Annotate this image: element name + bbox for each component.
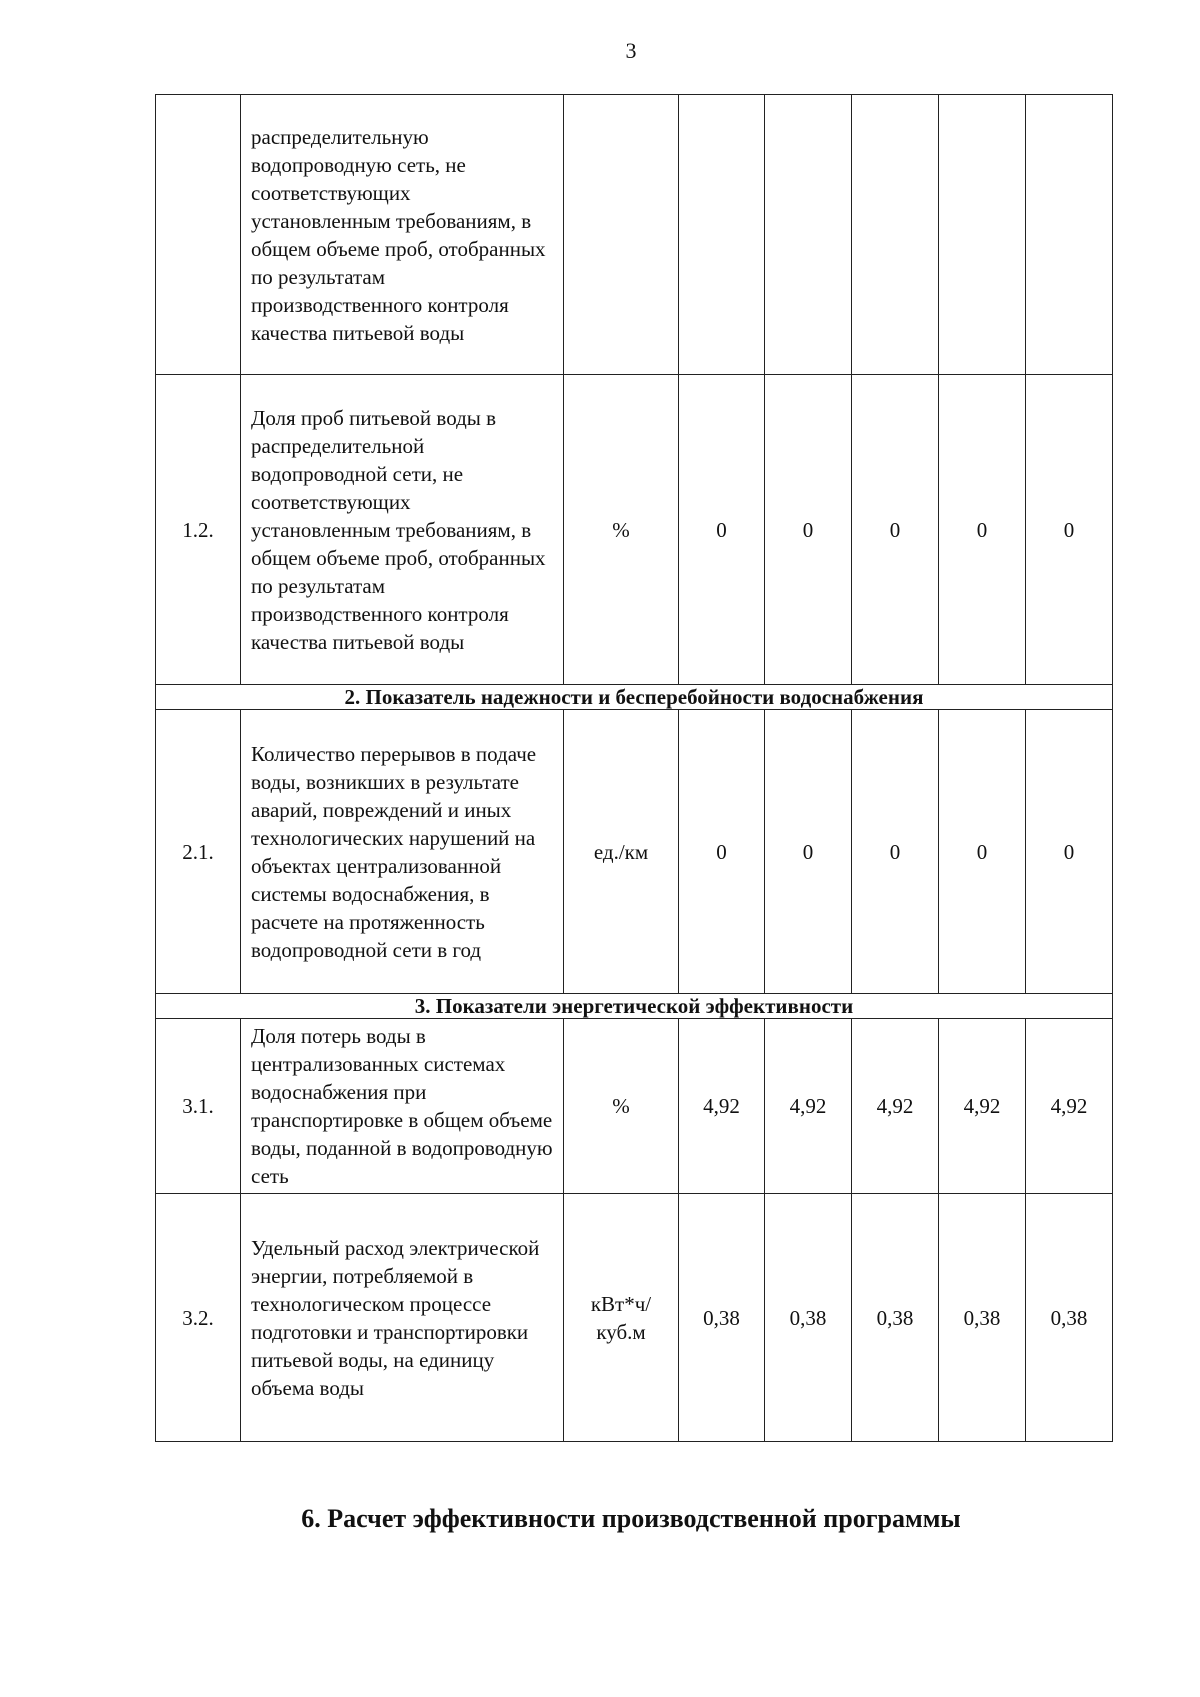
row-description: Доля проб питьевой воды в распределительной водопроводной сети, не соответствующих установленным требованиям, в общем объеме проб, отобранных по результатам производственного контроля качества питьевой воды [241,375,564,685]
indicators-table [155,94,1113,1442]
row-number: 3.1. [156,1019,241,1194]
row-value [679,95,765,375]
row-value: 0 [765,710,852,994]
row-value: 0 [679,710,765,994]
table-row [156,95,1113,375]
page-number: 3 [625,38,637,63]
row-value [939,95,1026,375]
section-title: 2. Показатель надежности и бесперебойности водоснабжения [156,685,1113,710]
row-value: 0 [939,375,1026,685]
row-value: 0,38 [765,1194,852,1442]
row-number: 2.1. [156,710,241,994]
row-value [1026,95,1113,375]
table-row [156,710,1113,994]
row-value: 0 [679,375,765,685]
row-value: 0,38 [679,1194,765,1442]
row-unit: % [564,1019,679,1194]
section-header-row [156,685,1113,710]
row-description: Доля потерь воды в централизованных системах водоснабжения при транспортировке в общем объеме воды, поданной в водопроводную сеть [241,1019,564,1194]
row-value: 0,38 [939,1194,1026,1442]
row-unit: ед./км [564,710,679,994]
row-value: 0,38 [1026,1194,1113,1442]
row-value: 0 [1026,710,1113,994]
row-value: 4,92 [1026,1019,1113,1194]
row-value: 0 [939,710,1026,994]
row-value: 4,92 [852,1019,939,1194]
row-value: 0 [852,375,939,685]
row-number: 3.2. [156,1194,241,1442]
section-title: 3. Показатели энергетической эффективности [156,994,1113,1019]
row-number [156,95,241,375]
row-unit: кВт*ч/ куб.м [564,1194,679,1442]
row-value: 4,92 [939,1019,1026,1194]
row-unit [564,95,679,375]
table-row [156,1019,1113,1194]
row-value: 0 [765,375,852,685]
row-value: 4,92 [765,1019,852,1194]
table-row [156,375,1113,685]
row-value: 0 [852,710,939,994]
row-value [765,95,852,375]
section-heading: 6. Расчет эффективности производственной программы [301,1504,961,1533]
row-number: 1.2. [156,375,241,685]
row-description: Количество перерывов в подаче воды, возникших в результате аварий, повреждений и иных технологических нарушений на объектах централизованной системы водоснабжения, в расчете на протяженность водопроводной сети в год [241,710,564,994]
row-value: 4,92 [679,1019,765,1194]
table-row [156,1194,1113,1442]
row-value: 0,38 [852,1194,939,1442]
row-value [852,95,939,375]
row-unit: % [564,375,679,685]
row-description: Удельный расход электрической энергии, потребляемой в технологическом процессе подготовки и транспортировки питьевой воды, на единицу объема воды [241,1194,564,1442]
row-value: 0 [1026,375,1113,685]
row-description: распределительную водопроводную сеть, не соответствующих установленным требованиям, в общем объеме проб, отобранных по результатам производственного контроля качества питьевой воды [241,95,564,375]
section-header-row [156,994,1113,1019]
